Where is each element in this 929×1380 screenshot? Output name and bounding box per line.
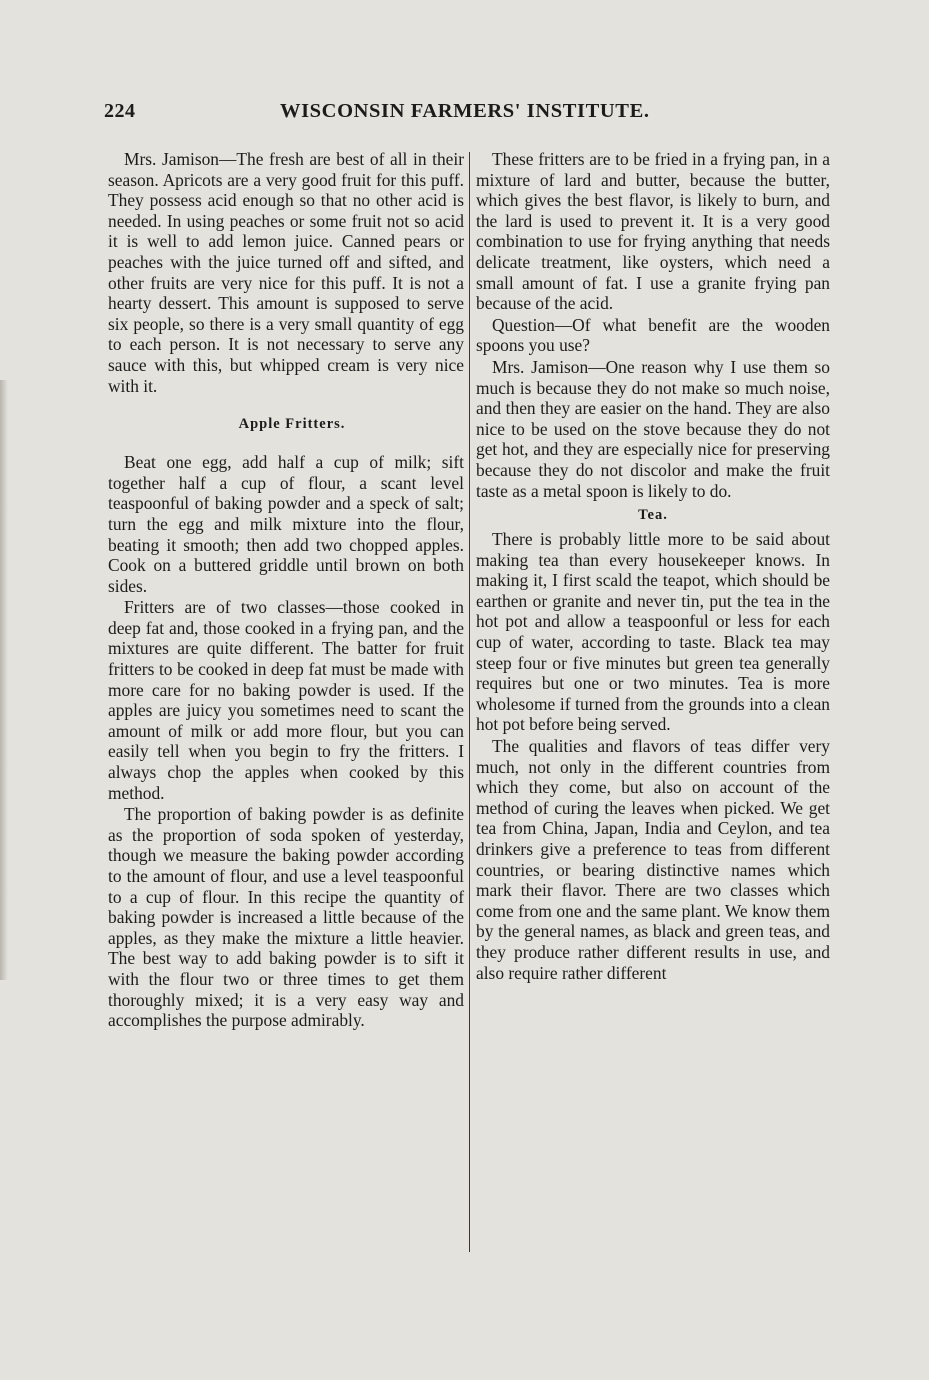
paragraph: The proportion of baking powder is as definite as the proportion of soda spoken of yesterday, though we measure the baking powder according to the amount of flour, and use a level teaspoonful to a cup of flour. In this recipe the quantity of baking powder is increased a little because of the apples, as they make the mixture a little heavier. The best way to add baking powder is to sift it with the flour two or three times to get them thoroughly mixed; it is a very easy way and accomplishes the purpose admirably. xyxy=(108,804,464,1031)
paragraph: There is probably little more to be said about making tea than every housekeeper knows. In making it, I first scald the teapot, which should be earthen or granite and never tin, put the tea in the hot pot and allow a teaspoonful or less for each cup of water, according to taste. Black tea may steep four or five minutes but green tea generally requires but one or two minutes. Tea is more wholesome if turned from the grounds into a clean hot pot before being served. xyxy=(476,529,830,735)
section-heading-apple-fritters: Apple Fritters. xyxy=(238,416,346,433)
page-header xyxy=(104,100,864,134)
paragraph: These fritters are to be fried in a frying pan, in a mixture of lard and butter, because the butter, which gives the best flavor, is likely to burn, and the lard is used to prevent it. It is a very good combination to use for frying anything that needs delicate treatment, like oysters, which need a small amount of fat. I use a granite frying pan because of the acid. xyxy=(476,149,830,314)
paragraph: Fritters are of two classes—those cooked in deep fat and, those cooked in a frying pan, and the mixtures are quite different. The batter for fruit fritters to be cooked in deep fat must be made with more care for no baking powder is used. If the apples are juicy you sometimes need to scant the amount of milk or add more flour, but you can easily tell when you begin to fry the fritters. I always chop the apples when cooked by this method. xyxy=(108,597,464,803)
paragraph: Question—Of what benefit are the wooden spoons you use? xyxy=(476,314,830,356)
right-column xyxy=(476,149,830,983)
left-column xyxy=(108,149,464,1031)
running-title: WISCONSIN FARMERS' INSTITUTE. xyxy=(280,100,650,122)
column-divider xyxy=(469,152,470,1252)
page-number: 224 xyxy=(104,100,136,122)
paragraph: The qualities and flavors of teas differ very much, not only in the different countries from which they come, but also on account of the method of curing the leaves when picked. We get tea from China, Japan, India and Ceylon, and tea drinkers give a preference to teas from different countries, or bearing distinctive names which mark their flavor. There are two classes which come from one and the same plant. We know them by the general names, as black and green teas, and they produce rather different results in use, and also require rather different xyxy=(476,736,830,983)
section-heading-tea: Tea. xyxy=(638,507,668,524)
paragraph: Mrs. Jamison—One reason why I use them so much is because they do not make so much noise, and then they are easier on the hand. They are also nice to be used on the stove because they do not get hot, and they are especially nice for preserving because they do not discolor and make the fruit taste as a metal spoon is likely to do. xyxy=(476,356,830,501)
paragraph: Beat one egg, add half a cup of milk; sift together half a cup of flour, a scant level teaspoonful of baking powder and a speck of salt; turn the egg and milk mixture into the flour, beating it smooth; then add two chopped apples. Cook on a buttered griddle until brown on both sides. xyxy=(108,452,464,596)
binding-edge-shadow xyxy=(0,380,8,980)
paragraph: Mrs. Jamison—The fresh are best of all in their season. Apricots are a very good fruit for this puff. They possess acid enough so that no other acid is needed. In using peaches or some fruit not so acid it is well to add lemon juice. Canned pears or peaches with the juice turned off and sifted, and other fruits are very nice for this puff. It is not a hearty dessert. This amount is supposed to serve six people, so there is a very small quantity of egg to each person. It is not necessary to serve any sauce with this, but whipped cream is very nice with it. xyxy=(108,149,464,396)
